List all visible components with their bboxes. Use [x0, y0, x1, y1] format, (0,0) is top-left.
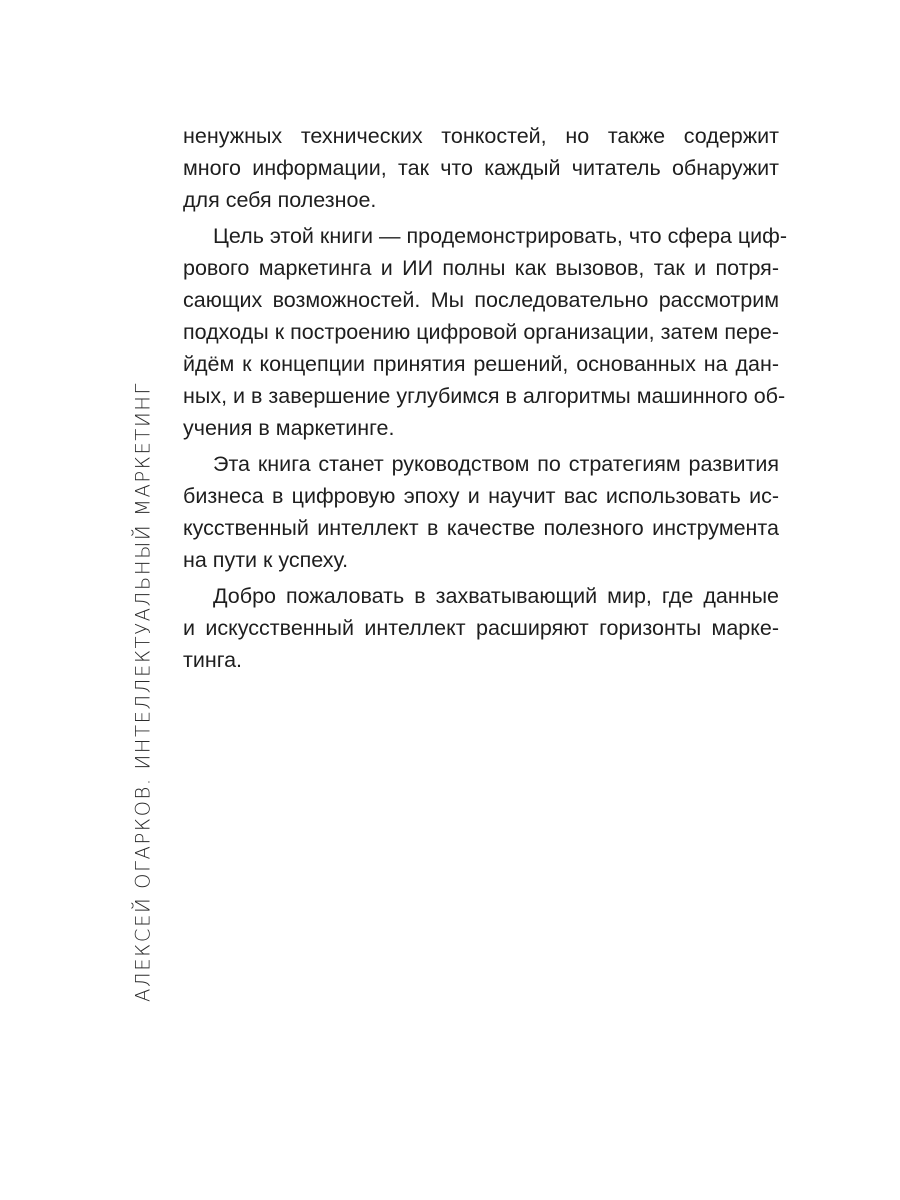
- text-line: кусственный интеллект в качестве полезного инструмента: [183, 516, 779, 540]
- text-line: Эта книга станет руководством по стратегиям развития: [213, 452, 779, 476]
- text-line: рового маркетинга и ИИ полны как вызовов, так и потря-: [183, 256, 779, 280]
- text-line: учения в маркетинге.: [183, 416, 395, 440]
- text-line: на пути к успеху.: [183, 548, 349, 572]
- text-line: для себя полезное.: [183, 188, 377, 212]
- paragraph-book-goal: [183, 220, 788, 444]
- paragraph-welcome: [183, 580, 779, 676]
- paragraph-guide: [183, 448, 779, 576]
- text-line: йдём к концепции принятия решений, основанных на дан-: [183, 352, 779, 376]
- text-line: сающих возможностей. Мы последовательно рассмотрим: [183, 288, 779, 312]
- text-line: бизнеса в цифровую эпоху и научит вас использовать ис-: [183, 484, 779, 508]
- text-line: много информации, так что каждый читатель обнаружит: [183, 156, 779, 180]
- running-head-text: АЛЕКСЕЙ ОГАРКОВ. ИНТЕЛЛЕКТУАЛЬНЫЙ МАРКЕТИНГ: [131, 382, 155, 1002]
- paragraph-continuation: [183, 120, 779, 216]
- text-line: ненужных технических тонкостей, но также содержит: [183, 124, 779, 148]
- text-line: ных, и в завершение углубимся в алгоритмы машинного об-: [183, 384, 786, 408]
- text-line: Цель этой книги — продемонстрировать, что сфера циф-: [213, 224, 788, 248]
- text-line: Добро пожаловать в захватывающий мир, где данные: [213, 584, 779, 608]
- text-line: тинга.: [183, 648, 243, 672]
- body-text: [183, 120, 788, 680]
- text-line: подходы к построению цифровой организации, затем пере-: [183, 320, 779, 344]
- text-line: и искусственный интеллект расширяют горизонты марке-: [183, 616, 779, 640]
